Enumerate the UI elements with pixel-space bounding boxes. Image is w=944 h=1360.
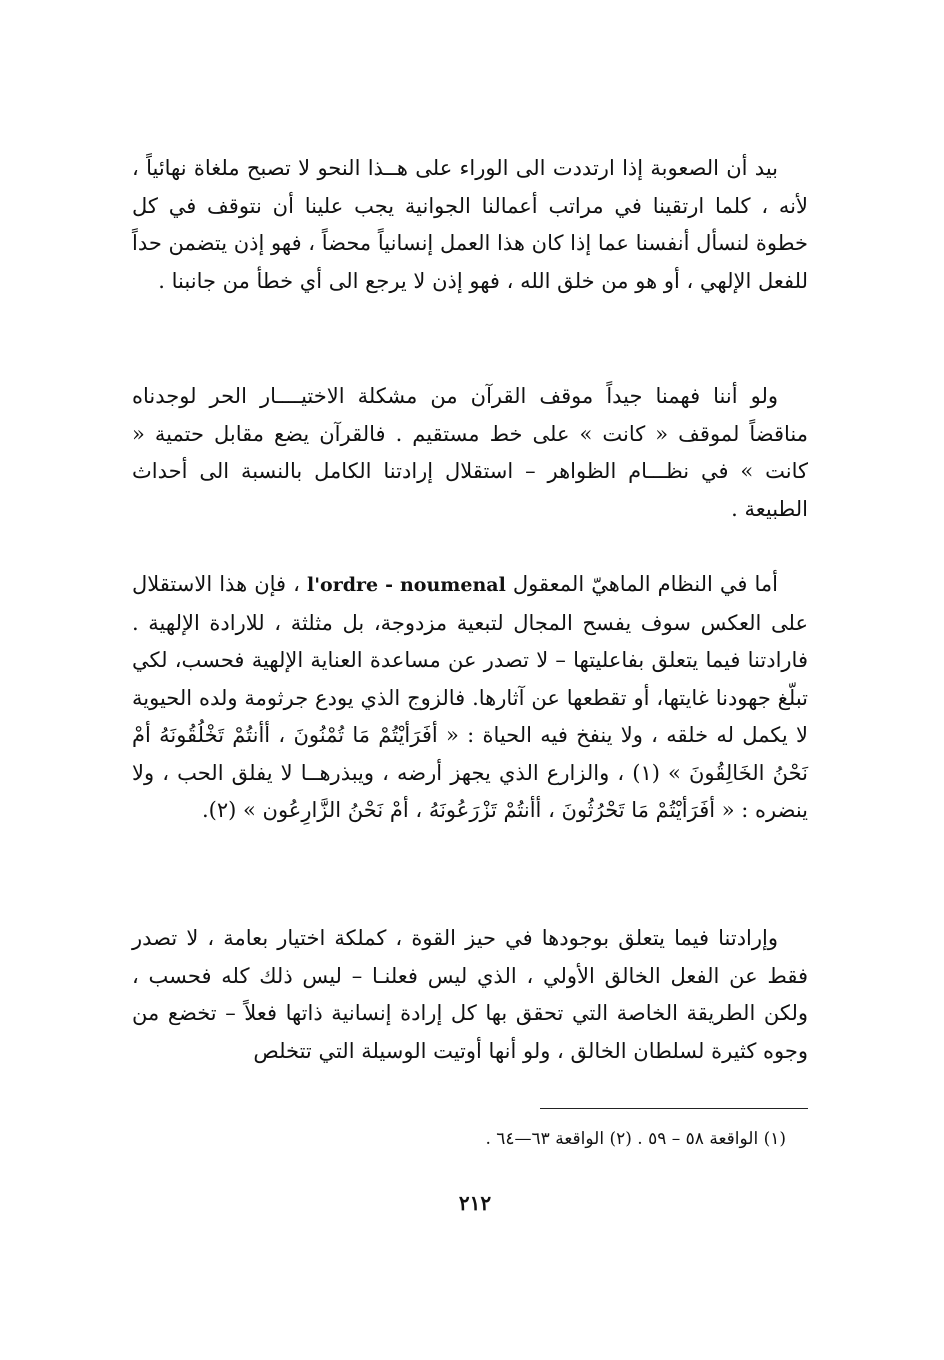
paragraph-4 [132,920,808,1070]
paragraph-3-text-before: أما في النظام الماهيّ المعقول [512,572,778,596]
page-number: ٢١٢ [458,1191,492,1215]
paragraph-1-text: بيد أن الصعوبة إذا ارتددت الى الوراء على هــذا النحو لا تصبح ملغاة نهائياً ، لأنه ، كلما ارتقينا في مراتب أعمالنا الجوانية يجب علينا أن نتوقف في كل خطوة لنسأل أنفسنا عما إذا كان هذا العمل إنسانياً محضاً ، فهو إذن يتضمن حداً للفعل الإلهي ، أو هو من خلق الله ، فهو إذن لا يرجع الى أي خطأ من جانبنا . [132,156,808,293]
paragraph-2-text: ولو أننا فهمنا جيداً موقف القرآن من مشكلة الاختيــــار الحر لوجدناه مناقضاً لموقف « كانت » على خط مستقيم . فالقرآن يضع مقابل حتمية « كانت » في نظـــام الظواهر – استقلال إرادتنا الكامل بالنسبة الى أحداث الطبيعة . [132,384,808,521]
paragraph-1 [132,150,808,300]
french-term: l'ordre - noumenal [307,574,506,596]
paragraph-3-text-after: ، فإن هذا الاستقلال على العكس سوف يفسح المجال لتبعية مزدوجة، بل مثلثة ، للارادة الإلهية . فارادتنا فيما يتعلق بفاعليتها – لا تصدر عن مساعدة العناية الإلهية فحسب، لكي تبلّغ جهودنا غايتها، أو تقطعها عن آثارها. فالزوج الذي يودع جرثومة ولده الحيوية لا يكمل له خلقه ، ولا ينفخ فيه الحياة : « أفَرَأيْتُمْ مَا تُمْنُونَ ، أأنتُمْ تَخْلُقُونَهُ أمْ نَحْنُ الخَالِقُونَ » (١) ، والزارع الذي يجهز أرضه ، ويبذرهــا لا يفلق الحب ، ولا ينضره : « أفَرَأيْتُمْ مَا تَحْرُثُونَ ، أأنتُمْ تَزْرَعُونَهُ ، أمْ نَحْنُ الزَّارِعُون » (٢). [132,572,808,822]
paragraph-4-text: وإرادتنا فيما يتعلق بوجودها في حيز القوة ، كملكة اختيار بعامة ، لا تصدر فقط عن الفعل الخالق الأولي ، الذي ليس فعلنـا – ليس ذلك كله فحسب ، ولكن الطريقة الخاصة التي تحقق بها كل إرادة إنسانية ذاتها فعلاً – تخضع من وجوه كثيرة لسلطان الخالق ، ولو أنها أوتيت الوسيلة التي تتخلص [132,926,808,1063]
paragraph-2 [132,378,808,528]
footnotes: (١) الواقعة ٥٨ – ٥٩ . (٢) الواقعة ٦٣—٦٤ . [485,1129,786,1149]
paragraph-3 [132,566,808,830]
footnote-divider [540,1108,808,1109]
